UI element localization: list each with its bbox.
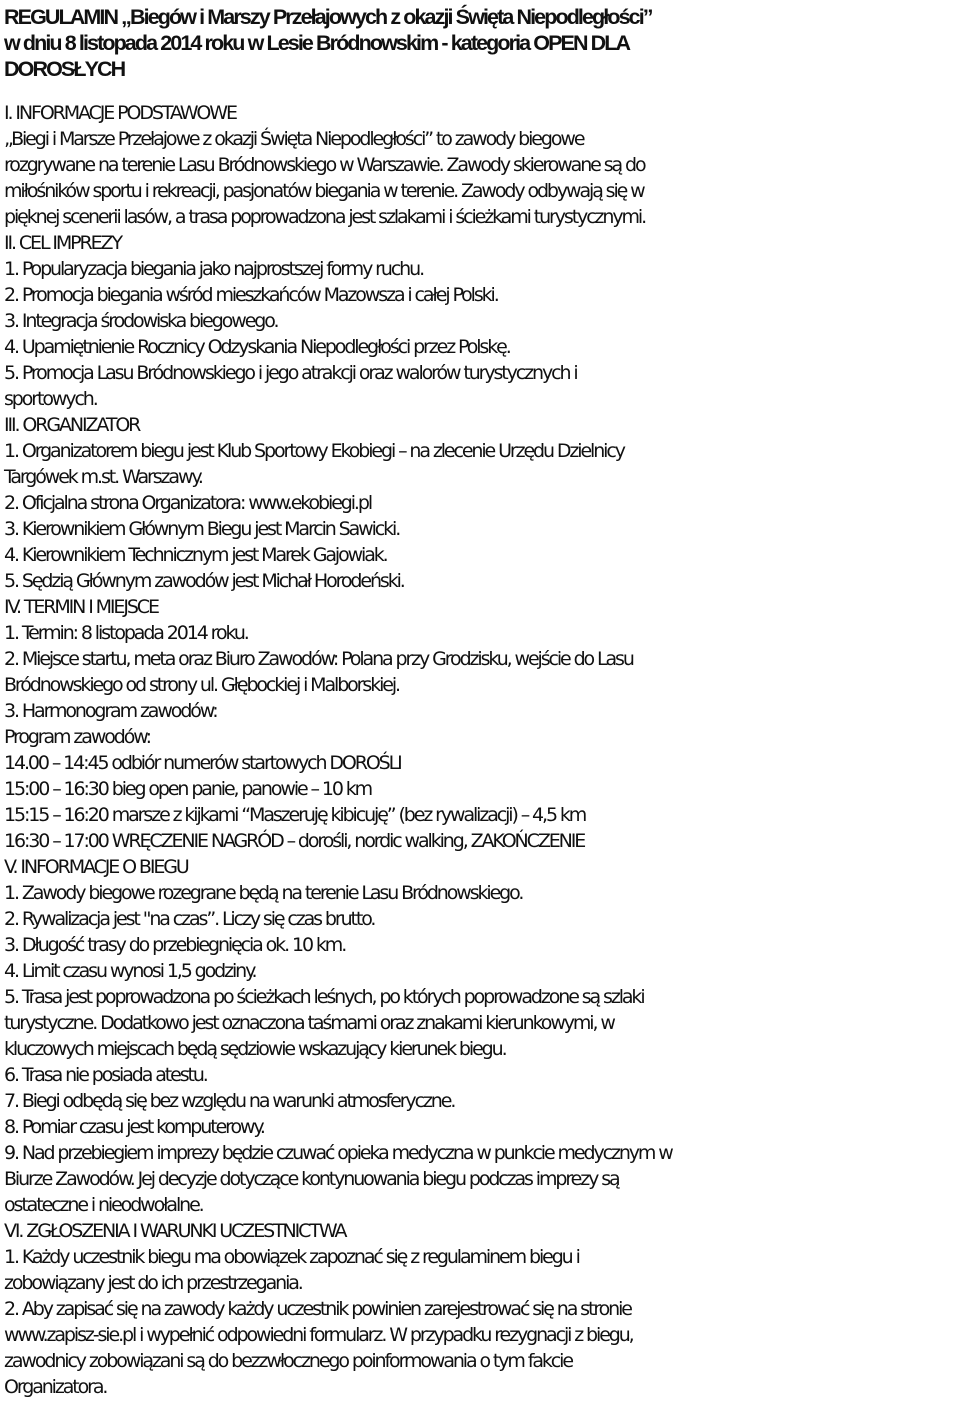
list-item: 2. Oficjalna strona Organizatora: www.ekobiegi.pl xyxy=(4,492,371,514)
list-item: 2. Promocja biegania wśród mieszkańców Mazowsza i całej Polski. xyxy=(4,284,498,306)
list-item: 2. Aby zapisać się na zawody każdy uczestnik powinien zarejestrować się na stronie xyxy=(4,1298,631,1320)
schedule-row: 16:30 – 17:00 WRĘCZENIE NAGRÓD – dorośli, nordic walking, ZAKOŃCZENIE xyxy=(4,830,585,852)
list-item: 1. Każdy uczestnik biegu ma obowiązek zapoznać się z regulaminem biegu i xyxy=(4,1246,579,1268)
list-item: 1. Popularyzacja biegania jako najprostszej formy ruchu. xyxy=(4,258,424,280)
section-heading: II. CEL IMPREZY xyxy=(4,232,121,254)
list-item: ostateczne i nieodwołalne. xyxy=(4,1194,203,1216)
section-heading: I. INFORMACJE PODSTAWOWE xyxy=(4,102,236,124)
section-heading: VI. ZGŁOSZENIA I WARUNKI UCZESTNICTWA xyxy=(4,1220,346,1242)
paragraph-line: miłośników sportu i rekreacji, pasjonatów biegania w terenie. Zawody odbywają się w xyxy=(4,180,644,202)
document-page xyxy=(4,4,958,1400)
list-item: 3. Kierownikiem Głównym Biegu jest Marcin Sawicki. xyxy=(4,518,400,540)
list-item: 2. Rywalizacja jest "na czas”. Liczy się czas brutto. xyxy=(4,908,375,930)
list-item: zobowiązany jest do ich przestrzegania. xyxy=(4,1272,302,1294)
list-item: 1. Zawody biegowe rozegrane będą na terenie Lasu Bródnowskiego. xyxy=(4,882,523,904)
title-line: REGULAMIN „Biegów i Marszy Przełajowych z okazji Święta Niepodległości” xyxy=(4,5,652,29)
section-heading: V. INFORMACJE O BIEGU xyxy=(4,856,188,878)
schedule-row: 14.00 – 14:45 odbiór numerów startowych DOROŚLI xyxy=(4,752,401,774)
list-item: Organizatora. xyxy=(4,1376,107,1398)
list-item: 3. Integracja środowiska biegowego. xyxy=(4,310,278,332)
list-item: 1. Termin: 8 listopada 2014 roku. xyxy=(4,622,248,644)
list-item: 9. Nad przebiegiem imprezy będzie czuwać opieka medyczna w punkcie medycznym w xyxy=(4,1142,672,1164)
list-item: Bródnowskiego od strony ul. Głębockiej i Malborskiej. xyxy=(4,674,399,696)
paragraph-line: pięknej scenerii lasów, a trasa poprowadzona jest szlakami i ścieżkami turystycznymi. xyxy=(4,206,646,228)
list-item: kluczowych miejscach będą sędziowie wskazujący kierunek biegu. xyxy=(4,1038,506,1060)
list-item: www.zapisz-sie.pl i wypełnić odpowiedni formularz. W przypadku rezygnacji z biegu, xyxy=(4,1324,633,1346)
document-body xyxy=(4,100,958,1400)
schedule-row: 15:00 – 16:30 bieg open panie, panowie – 10 km xyxy=(4,778,372,800)
document-title xyxy=(4,4,958,82)
paragraph-line: „Biegi i Marsze Przełajowe z okazji Święta Niepodległości” to zawody biegowe xyxy=(4,128,584,150)
list-item: Biurze Zawodów. Jej decyzje dotyczące kontynuowania biegu podczas imprezy są xyxy=(4,1168,619,1190)
title-line: w dniu 8 listopada 2014 roku w Lesie Bródnowskim - kategoria OPEN DLA xyxy=(4,31,630,55)
list-item: 4. Limit czasu wynosi 1,5 godziny. xyxy=(4,960,256,982)
list-item: 1. Organizatorem biegu jest Klub Sportowy Ekobiegi – na zlecenie Urzędu Dzielnicy xyxy=(4,440,624,462)
paragraph-line: rozgrywane na terenie Lasu Bródnowskiego w Warszawie. Zawody skierowane są do xyxy=(4,154,645,176)
list-item: 6. Trasa nie posiada atestu. xyxy=(4,1064,207,1086)
list-item: zawodnicy zobowiązani są do bezzwłocznego poinformowania o tym fakcie xyxy=(4,1350,572,1372)
title-line: DOROSŁYCH xyxy=(4,57,125,81)
list-item: 5. Trasa jest poprowadzona po ścieżkach leśnych, po których poprowadzone są szlaki xyxy=(4,986,644,1008)
list-item: 4. Kierownikiem Technicznym jest Marek Gajowiak. xyxy=(4,544,387,566)
list-item: 8. Pomiar czasu jest komputerowy. xyxy=(4,1116,264,1138)
list-item: Targówek m.st. Warszawy. xyxy=(4,466,202,488)
list-item: 5. Sędzią Głównym zawodów jest Michał Horodeński. xyxy=(4,570,404,592)
list-item: 3. Długość trasy do przebiegnięcia ok. 10 km. xyxy=(4,934,346,956)
schedule-heading: Program zawodów: xyxy=(4,726,150,748)
list-item: 4. Upamiętnienie Rocznicy Odzyskania Niepodległości przez Polskę. xyxy=(4,336,510,358)
section-heading: IV. TERMIN I MIEJSCE xyxy=(4,596,158,618)
list-item: 5. Promocja Lasu Bródnowskiego i jego atrakcji oraz walorów turystycznych i xyxy=(4,362,577,384)
section-heading: III. ORGANIZATOR xyxy=(4,414,140,436)
list-item: sportowych. xyxy=(4,388,97,410)
list-item: 7. Biegi odbędą się bez względu na warunki atmosferyczne. xyxy=(4,1090,455,1112)
schedule-row: 15:15 – 16:20 marsze z kijkami “Maszeruję kibicuję” (bez rywalizacji) – 4,5 km xyxy=(4,804,586,826)
list-item: 3. Harmonogram zawodów: xyxy=(4,700,217,722)
list-item: 2. Miejsce startu, meta oraz Biuro Zawodów: Polana przy Grodzisku, wejście do Lasu xyxy=(4,648,633,670)
list-item: turystyczne. Dodatkowo jest oznaczona taśmami oraz znakami kierunkowymi, w xyxy=(4,1012,614,1034)
